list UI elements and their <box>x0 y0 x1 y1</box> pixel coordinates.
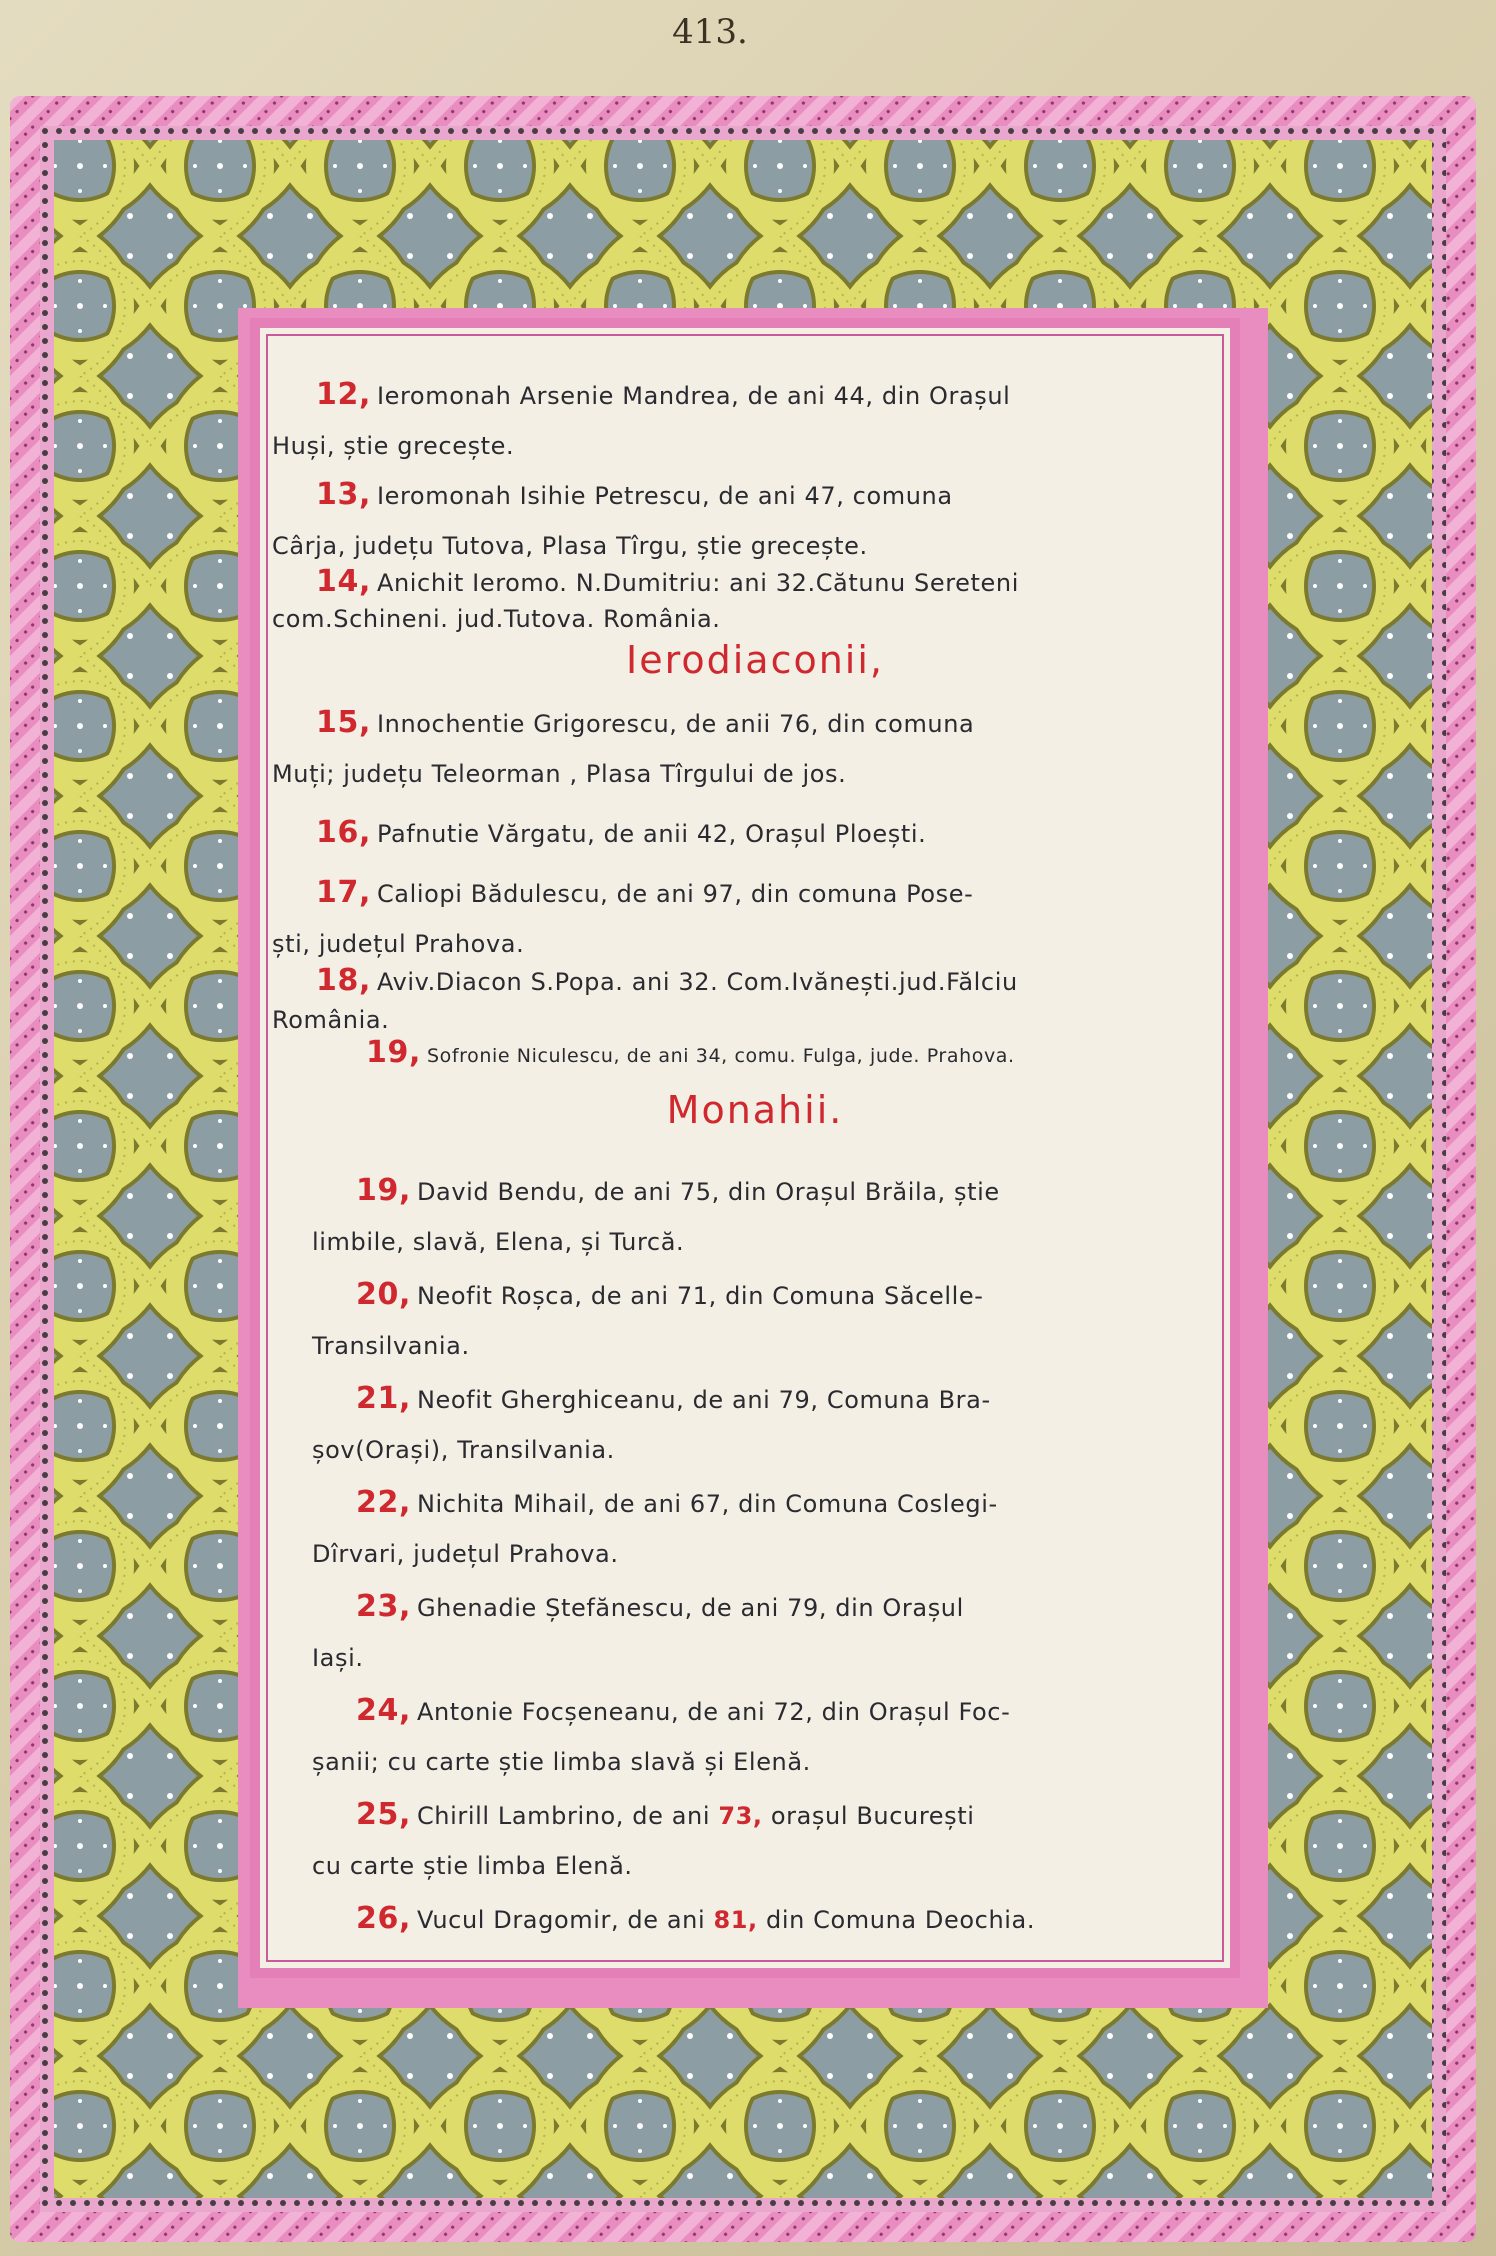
entry-12 <box>272 370 1196 471</box>
entry-age-highlight: 73, <box>718 1802 763 1830</box>
entry-number: 17, <box>316 875 371 910</box>
entry-text: Caliopi Bădulescu, de ani 97, din comuna Pose- <box>376 880 974 908</box>
entry-number: 24, <box>356 1693 411 1728</box>
entry-19-sofronie <box>366 1028 1246 1081</box>
entry-text: Anichit Ieromo. N.Dumitriu: ani 32.Cătunu Sereteni <box>376 569 1019 597</box>
entry-number: 26, <box>356 1901 411 1936</box>
entry-number: 20, <box>356 1277 411 1312</box>
page-number: 413. <box>672 12 748 52</box>
entry-text: Pafnutie Vărgatu, de anii 42, Orașul Ploești. <box>376 820 927 848</box>
entry-continuation: limbile, slavă, Elena, și Turcă. <box>312 1228 685 1256</box>
entry-text-after: orașul București <box>762 1802 975 1830</box>
entry-continuation: com.Schineni. jud.Tutova. România. <box>272 605 721 633</box>
entry-continuation: șanii; cu carte știe limba slavă și Elenă. <box>312 1748 811 1776</box>
entry-number: 13, <box>316 477 371 512</box>
entry-continuation: Dîrvari, județul Prahova. <box>312 1540 619 1568</box>
entry-text: Neofit Gherghiceanu, de ani 79, Comuna Bra- <box>416 1386 991 1414</box>
entry-continuation: Iași. <box>312 1644 364 1672</box>
entry-text: Vucul Dragomir, de ani <box>416 1906 714 1934</box>
entry-number: 23, <box>356 1589 411 1624</box>
entry-15 <box>272 698 1196 799</box>
entry-26 <box>356 1894 1236 1945</box>
entry-text: Neofit Roșca, de ani 71, din Comuna Săcelle- <box>416 1282 984 1310</box>
entry-22 <box>312 1478 1236 1579</box>
entry-number: 22, <box>356 1485 411 1520</box>
entry-text: Nichita Mihail, de ani 67, din Comuna Coslegi- <box>416 1490 998 1518</box>
entry-text: Aviv.Diacon S.Popa. ani 32. Com.Ivănești.jud.Fălciu <box>376 968 1018 996</box>
entry-continuation: Huși, știe grecește. <box>272 432 515 460</box>
entry-19-david <box>312 1166 1236 1267</box>
entry-16 <box>316 808 1196 859</box>
entry-number: 19, <box>356 1173 411 1208</box>
entry-number: 25, <box>356 1797 411 1832</box>
entry-continuation: cu carte știe limba Elenă. <box>312 1852 633 1880</box>
entry-continuation: Cârja, județu Tutova, Plasa Tîrgu, știe grecește. <box>272 532 868 560</box>
entry-text: Chirill Lambrino, de ani <box>416 1802 719 1830</box>
entry-24 <box>312 1686 1236 1787</box>
entry-text-after: din Comuna Deochia. <box>757 1906 1036 1934</box>
heading-monahii: Monahii. <box>666 1088 844 1132</box>
entry-continuation: șov(Orași), Transilvania. <box>312 1436 615 1464</box>
entry-continuation: ști, județul Prahova. <box>272 930 525 958</box>
text-panel <box>250 318 1240 1978</box>
entry-continuation: Transilvania. <box>312 1332 470 1360</box>
entry-age-highlight: 81, <box>713 1906 758 1934</box>
entry-number: 18, <box>316 963 371 998</box>
entry-continuation: România. <box>272 1006 390 1034</box>
entry-13 <box>272 470 1196 571</box>
entry-number: 12, <box>316 377 371 412</box>
entry-text: Innochentie Grigorescu, de anii 76, din comuna <box>376 710 975 738</box>
entry-number: 19, <box>366 1035 421 1070</box>
entry-17 <box>272 868 1196 969</box>
entry-20 <box>312 1270 1236 1371</box>
entry-14 <box>272 564 1196 637</box>
entry-text: Ieromonah Arsenie Mandrea, de ani 44, din Orașul <box>376 382 1011 410</box>
entry-text: Antonie Focșeneanu, de ani 72, din Orașul Foc- <box>416 1698 1011 1726</box>
entry-text: Sofronie Niculescu, de ani 34, comu. Fulga, jude. Prahova. <box>426 1045 1015 1067</box>
heading-ierodiaconii: Ierodiaconii, <box>625 638 884 682</box>
entry-21 <box>312 1374 1236 1475</box>
entry-number: 16, <box>316 815 371 850</box>
entry-number: 21, <box>356 1381 411 1416</box>
entry-number: 14, <box>316 564 371 599</box>
entry-text: David Bendu, de ani 75, din Orașul Brăila, știe <box>416 1178 1000 1206</box>
entry-23 <box>312 1582 1236 1683</box>
entry-text: Ieromonah Isihie Petrescu, de ani 47, comuna <box>376 482 953 510</box>
entry-number: 15, <box>316 705 371 740</box>
entry-continuation: Muți; județu Teleorman , Plasa Tîrgului de jos. <box>272 760 847 788</box>
entry-25 <box>312 1790 1236 1891</box>
entry-text: Ghenadie Ștefănescu, de ani 79, din Orașul <box>416 1594 964 1622</box>
